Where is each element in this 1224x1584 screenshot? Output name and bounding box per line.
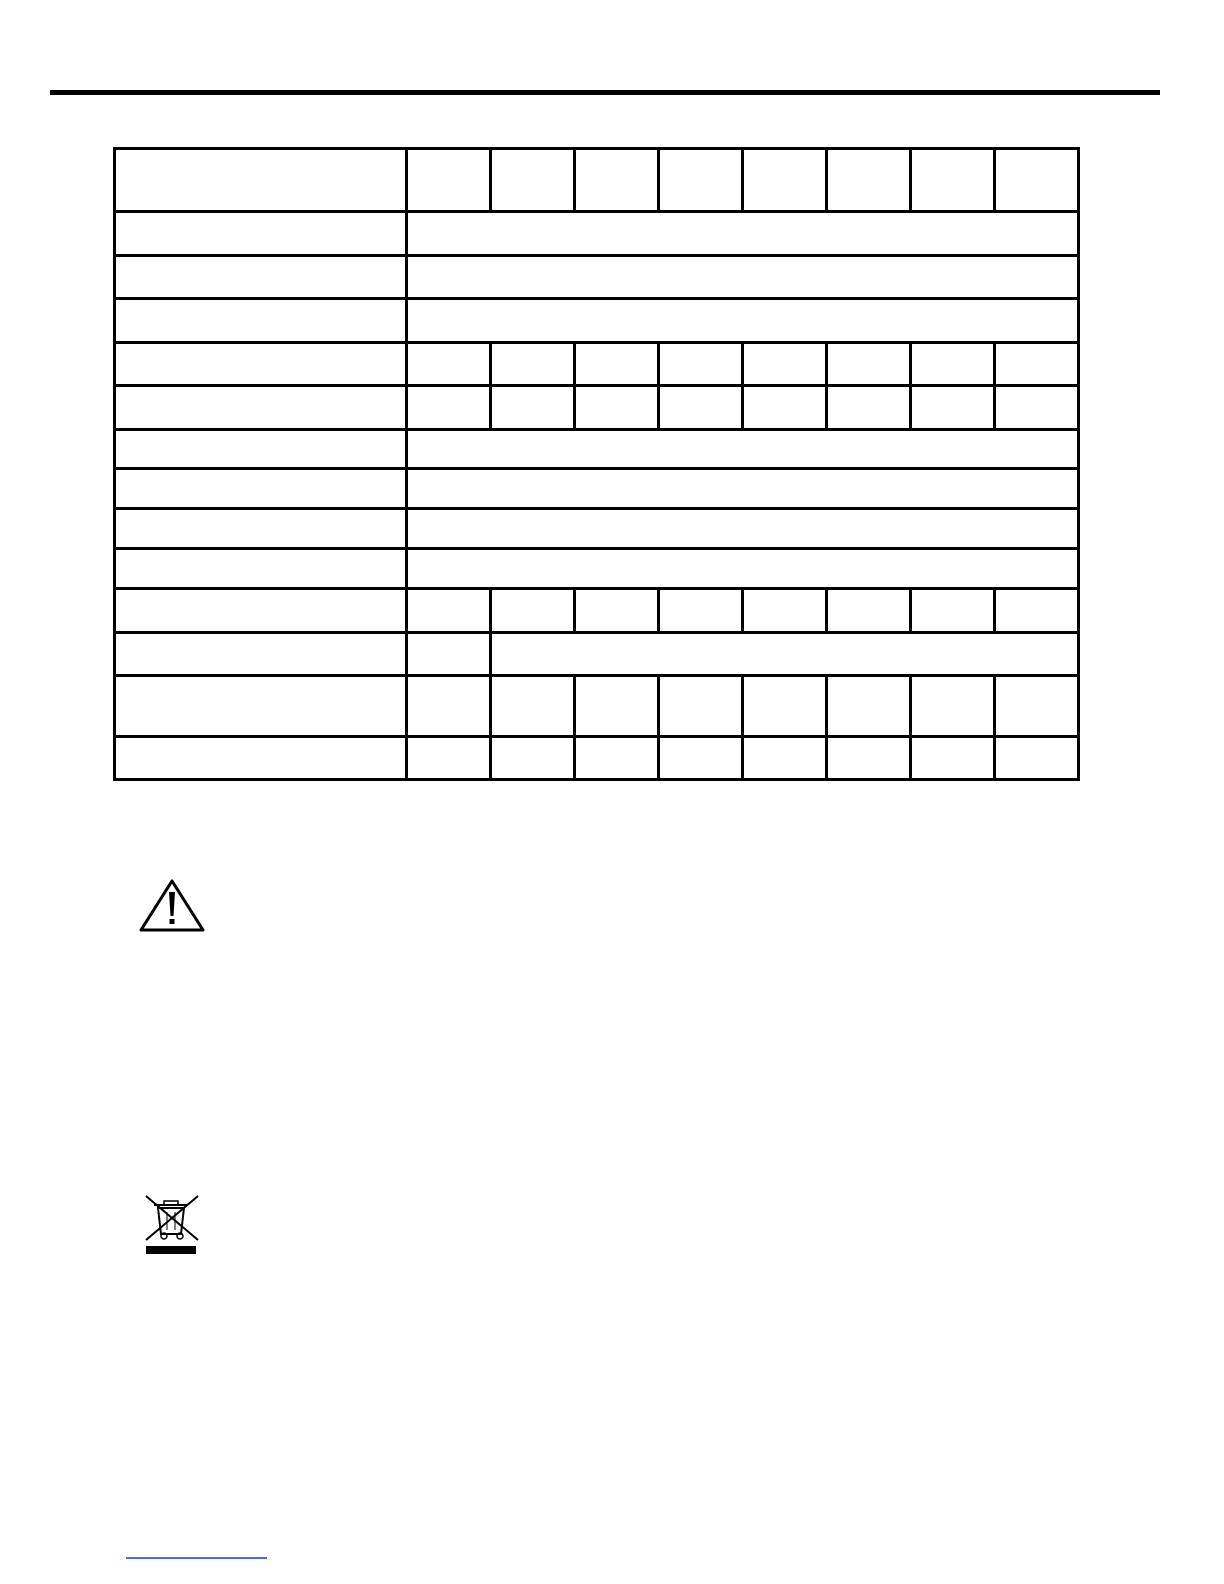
table-cell-merged [407, 299, 1079, 343]
table-cell [575, 676, 659, 737]
table-cell [115, 589, 407, 633]
table-cell [743, 737, 827, 780]
table-cell [115, 299, 407, 343]
table-cell [659, 149, 743, 212]
table-cell [659, 676, 743, 737]
table-cell [827, 676, 911, 737]
table-cell [491, 737, 575, 780]
table-cell [407, 149, 491, 212]
specification-table [113, 147, 1080, 781]
table-cell [491, 589, 575, 633]
table-cell [575, 386, 659, 430]
table-cell [407, 343, 491, 386]
table-row [115, 299, 1079, 343]
table-row [115, 343, 1079, 386]
table-cell [115, 509, 407, 549]
crossed-out-wheelie-bin-icon [142, 1192, 202, 1258]
table-cell [995, 676, 1079, 737]
table-cell [115, 549, 407, 589]
table-row [115, 149, 1079, 212]
table-cell [743, 386, 827, 430]
table-cell [491, 676, 575, 737]
table-cell [575, 737, 659, 780]
table-cell [407, 589, 491, 633]
warning-triangle-icon [138, 878, 206, 934]
table-cell [911, 589, 995, 633]
table-cell-merged [407, 212, 1079, 256]
table-row [115, 676, 1079, 737]
table-row [115, 386, 1079, 430]
table-cell [911, 343, 995, 386]
table-row [115, 212, 1079, 256]
table-cell [115, 212, 407, 256]
table-cell [743, 343, 827, 386]
table-cell [115, 430, 407, 469]
table-cell [115, 633, 407, 676]
table-cell-merged [407, 430, 1079, 469]
table-row [115, 430, 1079, 469]
table-cell [115, 469, 407, 509]
table-cell [575, 343, 659, 386]
table-cell [911, 737, 995, 780]
table-cell [491, 343, 575, 386]
table-cell [115, 149, 407, 212]
table-cell [995, 343, 1079, 386]
table-cell [911, 149, 995, 212]
table-cell [115, 256, 407, 299]
table-cell [659, 589, 743, 633]
table-cell [911, 676, 995, 737]
table-cell [115, 676, 407, 737]
table-cell [115, 343, 407, 386]
table-cell [995, 589, 1079, 633]
table-cell [575, 149, 659, 212]
table-cell [115, 386, 407, 430]
table-cell [115, 737, 407, 780]
table-cell [491, 386, 575, 430]
table-cell [827, 589, 911, 633]
table-cell [407, 676, 491, 737]
table-cell [827, 343, 911, 386]
table-row [115, 256, 1079, 299]
header-rule [50, 90, 1160, 95]
table-cell-merged [407, 509, 1079, 549]
footer-link-underline[interactable] [126, 1557, 267, 1559]
table-cell [827, 386, 911, 430]
table-row [115, 589, 1079, 633]
table-cell [911, 386, 995, 430]
table-cell [995, 737, 1079, 780]
table-cell [407, 633, 491, 676]
table-cell-merged [407, 469, 1079, 509]
table-cell [995, 149, 1079, 212]
table-cell [407, 737, 491, 780]
table-cell [743, 676, 827, 737]
table-row [115, 469, 1079, 509]
table-cell-merged [407, 256, 1079, 299]
table-cell [659, 737, 743, 780]
table-row [115, 737, 1079, 780]
table-cell [743, 589, 827, 633]
table-cell [743, 149, 827, 212]
table-cell [827, 149, 911, 212]
table-cell [491, 149, 575, 212]
table-row [115, 633, 1079, 676]
table-row [115, 549, 1079, 589]
table-cell [827, 737, 911, 780]
table-cell [659, 386, 743, 430]
table-cell [659, 343, 743, 386]
table-row [115, 509, 1079, 549]
table-cell-merged [407, 549, 1079, 589]
table-cell-merged [491, 633, 1079, 676]
table-cell [407, 386, 491, 430]
table-cell [575, 589, 659, 633]
table-cell [995, 386, 1079, 430]
